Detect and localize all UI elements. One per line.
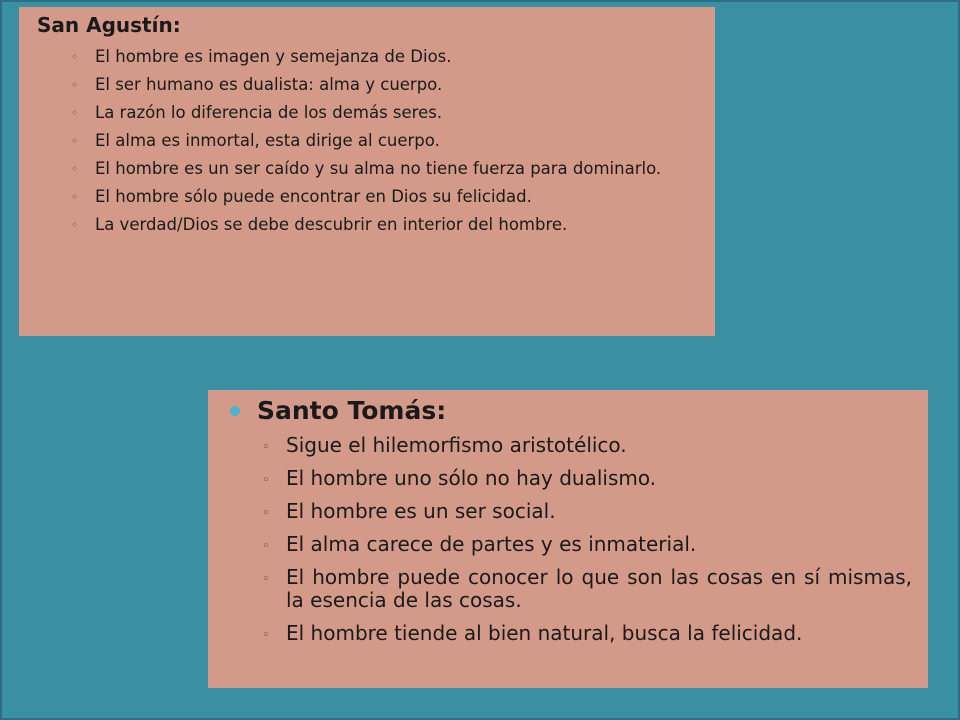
- list-item-text: El hombre puede conocer lo que son las cosas en sí mismas, la esencia de las cosas.: [286, 565, 912, 612]
- list-item-text: El alma es inmortal, esta dirige al cuerpo.: [95, 131, 440, 150]
- list-item: [37, 188, 703, 206]
- list-item: [37, 160, 703, 178]
- list-item-text: El hombre uno sólo no hay dualismo.: [286, 466, 657, 490]
- tomas-box: [208, 390, 928, 688]
- list-item-text: El ser humano es dualista: alma y cuerpo.: [95, 75, 443, 94]
- list-item: [37, 104, 703, 122]
- list-item-text: El hombre sólo puede encontrar en Dios su felicidad.: [95, 187, 532, 206]
- list-item-text: La verdad/Dios se debe descubrir en interior del hombre.: [95, 215, 568, 234]
- tomas-list: [230, 434, 912, 645]
- list-item: [230, 467, 912, 490]
- hollow-circle-icon: ◦: [262, 628, 270, 643]
- hollow-circle-icon: ◦: [71, 78, 79, 92]
- list-item-text: El hombre es un ser caído y su alma no tiene fuerza para dominarlo.: [95, 159, 662, 178]
- list-item-text: El hombre es un ser social.: [286, 499, 556, 523]
- tomas-heading: Santo Tomás:: [257, 396, 447, 425]
- list-item-text: El alma carece de partes y es inmaterial.: [286, 532, 697, 556]
- list-item: [37, 76, 703, 94]
- list-item-text: Sigue el hilemorfismo aristotélico.: [286, 433, 627, 457]
- list-item-text: El hombre es imagen y semejanza de Dios.: [95, 47, 452, 66]
- filled-circle-icon: [230, 406, 240, 416]
- agustin-list: [37, 48, 703, 234]
- hollow-circle-icon: ◦: [262, 539, 270, 554]
- hollow-circle-icon: ◦: [71, 106, 79, 120]
- hollow-circle-icon: ◦: [262, 473, 270, 488]
- hollow-circle-icon: ◦: [262, 440, 270, 455]
- list-item: [230, 566, 912, 612]
- agustin-box: [19, 7, 715, 336]
- list-item: [37, 132, 703, 150]
- list-item: [37, 48, 703, 66]
- list-item: [230, 622, 912, 645]
- list-item: [230, 500, 912, 523]
- hollow-circle-icon: ◦: [71, 50, 79, 64]
- hollow-circle-icon: ◦: [71, 218, 79, 232]
- hollow-circle-icon: ◦: [262, 506, 270, 521]
- hollow-circle-icon: ◦: [262, 572, 270, 587]
- list-item: [230, 533, 912, 556]
- list-item-text: La razón lo diferencia de los demás seres.: [95, 103, 443, 122]
- tomas-heading-row: [230, 396, 912, 425]
- hollow-circle-icon: ◦: [71, 134, 79, 148]
- hollow-circle-icon: ◦: [71, 162, 79, 176]
- list-item: [37, 216, 703, 234]
- hollow-circle-icon: ◦: [71, 190, 79, 204]
- list-item-text: El hombre tiende al bien natural, busca la felicidad.: [286, 621, 803, 645]
- list-item: [230, 434, 912, 457]
- agustin-heading: San Agustín:: [37, 13, 181, 37]
- agustin-heading-row: [37, 13, 703, 37]
